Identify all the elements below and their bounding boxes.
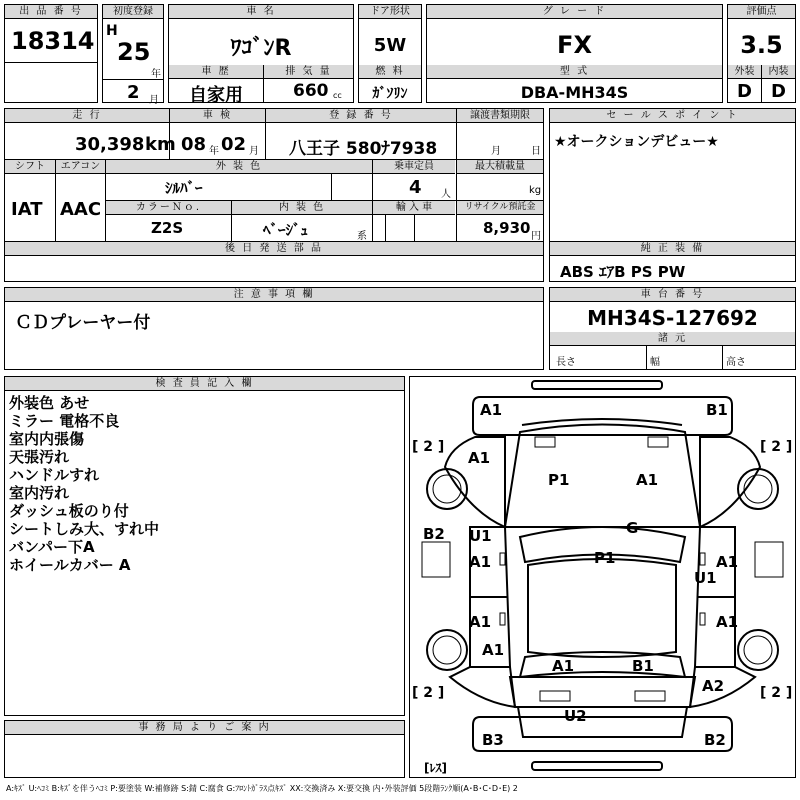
details-box	[4, 108, 544, 282]
door-type: 5W	[373, 35, 407, 56]
inspector-remarks	[9, 394, 159, 574]
fuel: ｶﾞｿﾘﾝ	[372, 86, 408, 102]
grade-box	[426, 4, 723, 103]
mileage-unit: km	[145, 134, 176, 155]
chassis-label: 車 台 番 号	[550, 288, 795, 302]
damage-legend: A:ｷｽﾞ U:ﾍｺﾐ B:ｷｽﾞを伴うﾍｺﾐ P:要塗装 W:補修跡 S:錆 C:腐食 G:ﾌﾛﾝﾄｶﾞﾗｽ点ｷｽﾞ XX:交換済み X:要交換 内･外装評価 5段階ﾗﾝｸ順(A･B･C･D･E) 2	[6, 784, 518, 793]
shift-label: シフト	[5, 160, 55, 174]
exterior-label: 外装	[728, 65, 761, 79]
month-unit: 月	[149, 95, 159, 106]
model-label: 型 式	[427, 65, 722, 79]
inspection-month-unit: 月	[249, 146, 259, 157]
color-no-label: カラーＮｏ.	[106, 201, 231, 215]
damage-mark: P1	[548, 471, 570, 489]
inspection-month: 02	[221, 134, 247, 155]
chassis-number: MH34S-127692	[587, 306, 758, 330]
color-number: Z2S	[151, 219, 184, 237]
remark-line: ミラー 電格不良	[9, 412, 120, 430]
office-label: 事 務 局 よ り ご 案 内	[5, 721, 404, 735]
transfer-day-unit: 日	[531, 146, 541, 157]
damage-mark: A1	[480, 401, 503, 419]
car-outline-diagram	[410, 377, 795, 777]
recycle-fee: 8,930	[483, 219, 531, 237]
equipment: ABS ｴｱB PS PW	[560, 263, 686, 281]
damage-mark: U1	[469, 527, 492, 545]
capacity: 4	[409, 177, 422, 198]
remark-line: ホイールカバー A	[9, 556, 131, 574]
spec-length-label: 長さ	[556, 357, 576, 368]
era: H	[106, 23, 118, 39]
mileage: 30,398	[75, 134, 145, 155]
damage-mark: A1	[636, 471, 659, 489]
damage-mark: A1	[482, 641, 505, 659]
max-load-unit: kg	[529, 185, 542, 196]
score: 3.5	[740, 31, 783, 59]
score-label: 評価点	[728, 5, 795, 19]
air-conditioner: AAC	[60, 199, 102, 220]
interior-color-label: 内 装 色	[232, 201, 372, 215]
lot-number: 18314	[11, 27, 95, 55]
damage-mark: U1	[694, 569, 717, 587]
damage-mark: B2	[423, 525, 445, 543]
notes-label: 注 意 事 項 欄	[5, 288, 543, 302]
sales-point: ★オークションデビュー★	[554, 134, 719, 150]
lot-box	[4, 4, 98, 103]
capacity-unit: 人	[441, 189, 451, 200]
car-name-box	[168, 4, 354, 106]
lot-label: 出 品 番 号	[5, 5, 97, 19]
remark-line: バンパー下A	[9, 538, 95, 556]
specs-label: 諸 元	[550, 332, 795, 346]
damage-mark: B1	[706, 401, 728, 419]
remark-line: シートしみ大、すれ中	[9, 520, 160, 538]
remark-line: 天張汚れ	[9, 448, 70, 466]
remark-line: 外装色 あせ	[9, 394, 90, 412]
tire-mark: [ 2 ]	[412, 685, 445, 701]
damage-mark: A2	[702, 677, 725, 695]
car-name: ﾜｺﾞﾝR	[230, 36, 292, 61]
history: 自家用	[189, 85, 243, 106]
registration-year: 25	[117, 38, 151, 66]
model-code: DBA-MH34S	[520, 83, 629, 102]
max-load-label: 最大積載量	[457, 160, 543, 174]
recycle-label: リサイクル預託金	[457, 201, 543, 215]
car-name-label: 車 名	[169, 5, 353, 19]
remark-line: ダッシュ板のり付	[9, 502, 129, 520]
spare-tire-mark: [ﾚｽ]	[424, 761, 447, 775]
damage-diagram-box	[409, 376, 796, 778]
remark-line: ハンドルすれ	[9, 466, 100, 484]
year-unit: 年	[151, 69, 161, 80]
plate-number: 八王子 580ﾅ7938	[289, 139, 438, 159]
interior-label: 内装	[762, 65, 795, 79]
door-box	[358, 4, 422, 103]
damage-mark: A1	[716, 613, 739, 631]
first-registration-label: 初度登録	[103, 5, 163, 19]
spec-width-label: 幅	[650, 357, 660, 368]
spec-height-label: 高さ	[726, 357, 746, 368]
notes-box	[4, 287, 544, 370]
damage-mark: P1	[594, 549, 616, 567]
displacement: 660	[293, 81, 329, 101]
damage-mark: A1	[716, 553, 739, 571]
plate-label: 登 録 番 号	[266, 109, 456, 123]
capacity-label: 乗車定員	[373, 160, 455, 174]
transfer-label: 譲渡書類期限	[457, 109, 543, 123]
registration-month: 2	[127, 82, 140, 103]
remark-line: 室内汚れ	[9, 484, 70, 502]
chassis-box	[549, 287, 796, 370]
history-label: 車 歴	[169, 65, 263, 79]
score-box	[727, 4, 796, 103]
equipment-label: 純 正 装 備	[550, 242, 795, 256]
first-registration-box	[102, 4, 164, 106]
damage-mark: A1	[469, 613, 492, 631]
transfer-month-unit: 月	[491, 146, 501, 157]
remark-line: 室内内張傷	[9, 430, 85, 448]
damage-mark: A1	[468, 449, 491, 467]
damage-mark: B3	[482, 731, 504, 749]
import-label: 輸 入 車	[373, 201, 455, 215]
mileage-label: 走 行	[5, 109, 169, 123]
notes-text: ＣＤプレーヤー付	[15, 313, 151, 333]
recycle-fee-unit: 円	[531, 231, 541, 242]
damage-mark: B2	[704, 731, 726, 749]
damage-mark: B1	[632, 657, 654, 675]
later-parts-label: 後 日 発 送 部 品	[5, 242, 543, 256]
color-label: 外 装 色	[106, 160, 372, 174]
displacement-label: 排 気 量	[264, 65, 353, 79]
fuel-label: 燃 料	[359, 65, 421, 79]
inspection-year: 08	[181, 134, 207, 155]
tire-mark: [ 2 ]	[412, 439, 445, 455]
sales-point-label: セ ー ル ス ポ イ ン ト	[550, 109, 795, 123]
tire-mark: [ 2 ]	[760, 685, 793, 701]
damage-mark: G	[626, 519, 639, 537]
tire-mark: [ 2 ]	[760, 439, 793, 455]
damage-mark: U2	[564, 707, 587, 725]
grade-label: グ レ ー ド	[427, 5, 722, 19]
inspector-box	[4, 376, 405, 716]
door-label: ドア形状	[359, 5, 421, 19]
damage-mark: A1	[469, 553, 492, 571]
exterior-color: ｼﾙﾊﾞｰ	[165, 179, 203, 197]
inspection-year-unit: 年	[209, 146, 219, 157]
interior-color: ﾍﾞｰｼﾞｭ	[263, 221, 309, 239]
interior-grade: D	[771, 81, 786, 102]
displacement-unit: cc	[333, 91, 342, 100]
exterior-grade: D	[737, 81, 752, 102]
interior-color-suffix: 系	[357, 231, 367, 242]
ac-label: エアコン	[56, 160, 105, 174]
inspection-label: 車 検	[170, 109, 265, 123]
damage-mark: A1	[552, 657, 575, 675]
inspector-label: 検 査 員 記 入 欄	[5, 377, 404, 391]
office-box	[4, 720, 405, 778]
grade: FX	[557, 31, 592, 59]
shift: IAT	[11, 199, 43, 220]
sales-point-box	[549, 108, 796, 282]
